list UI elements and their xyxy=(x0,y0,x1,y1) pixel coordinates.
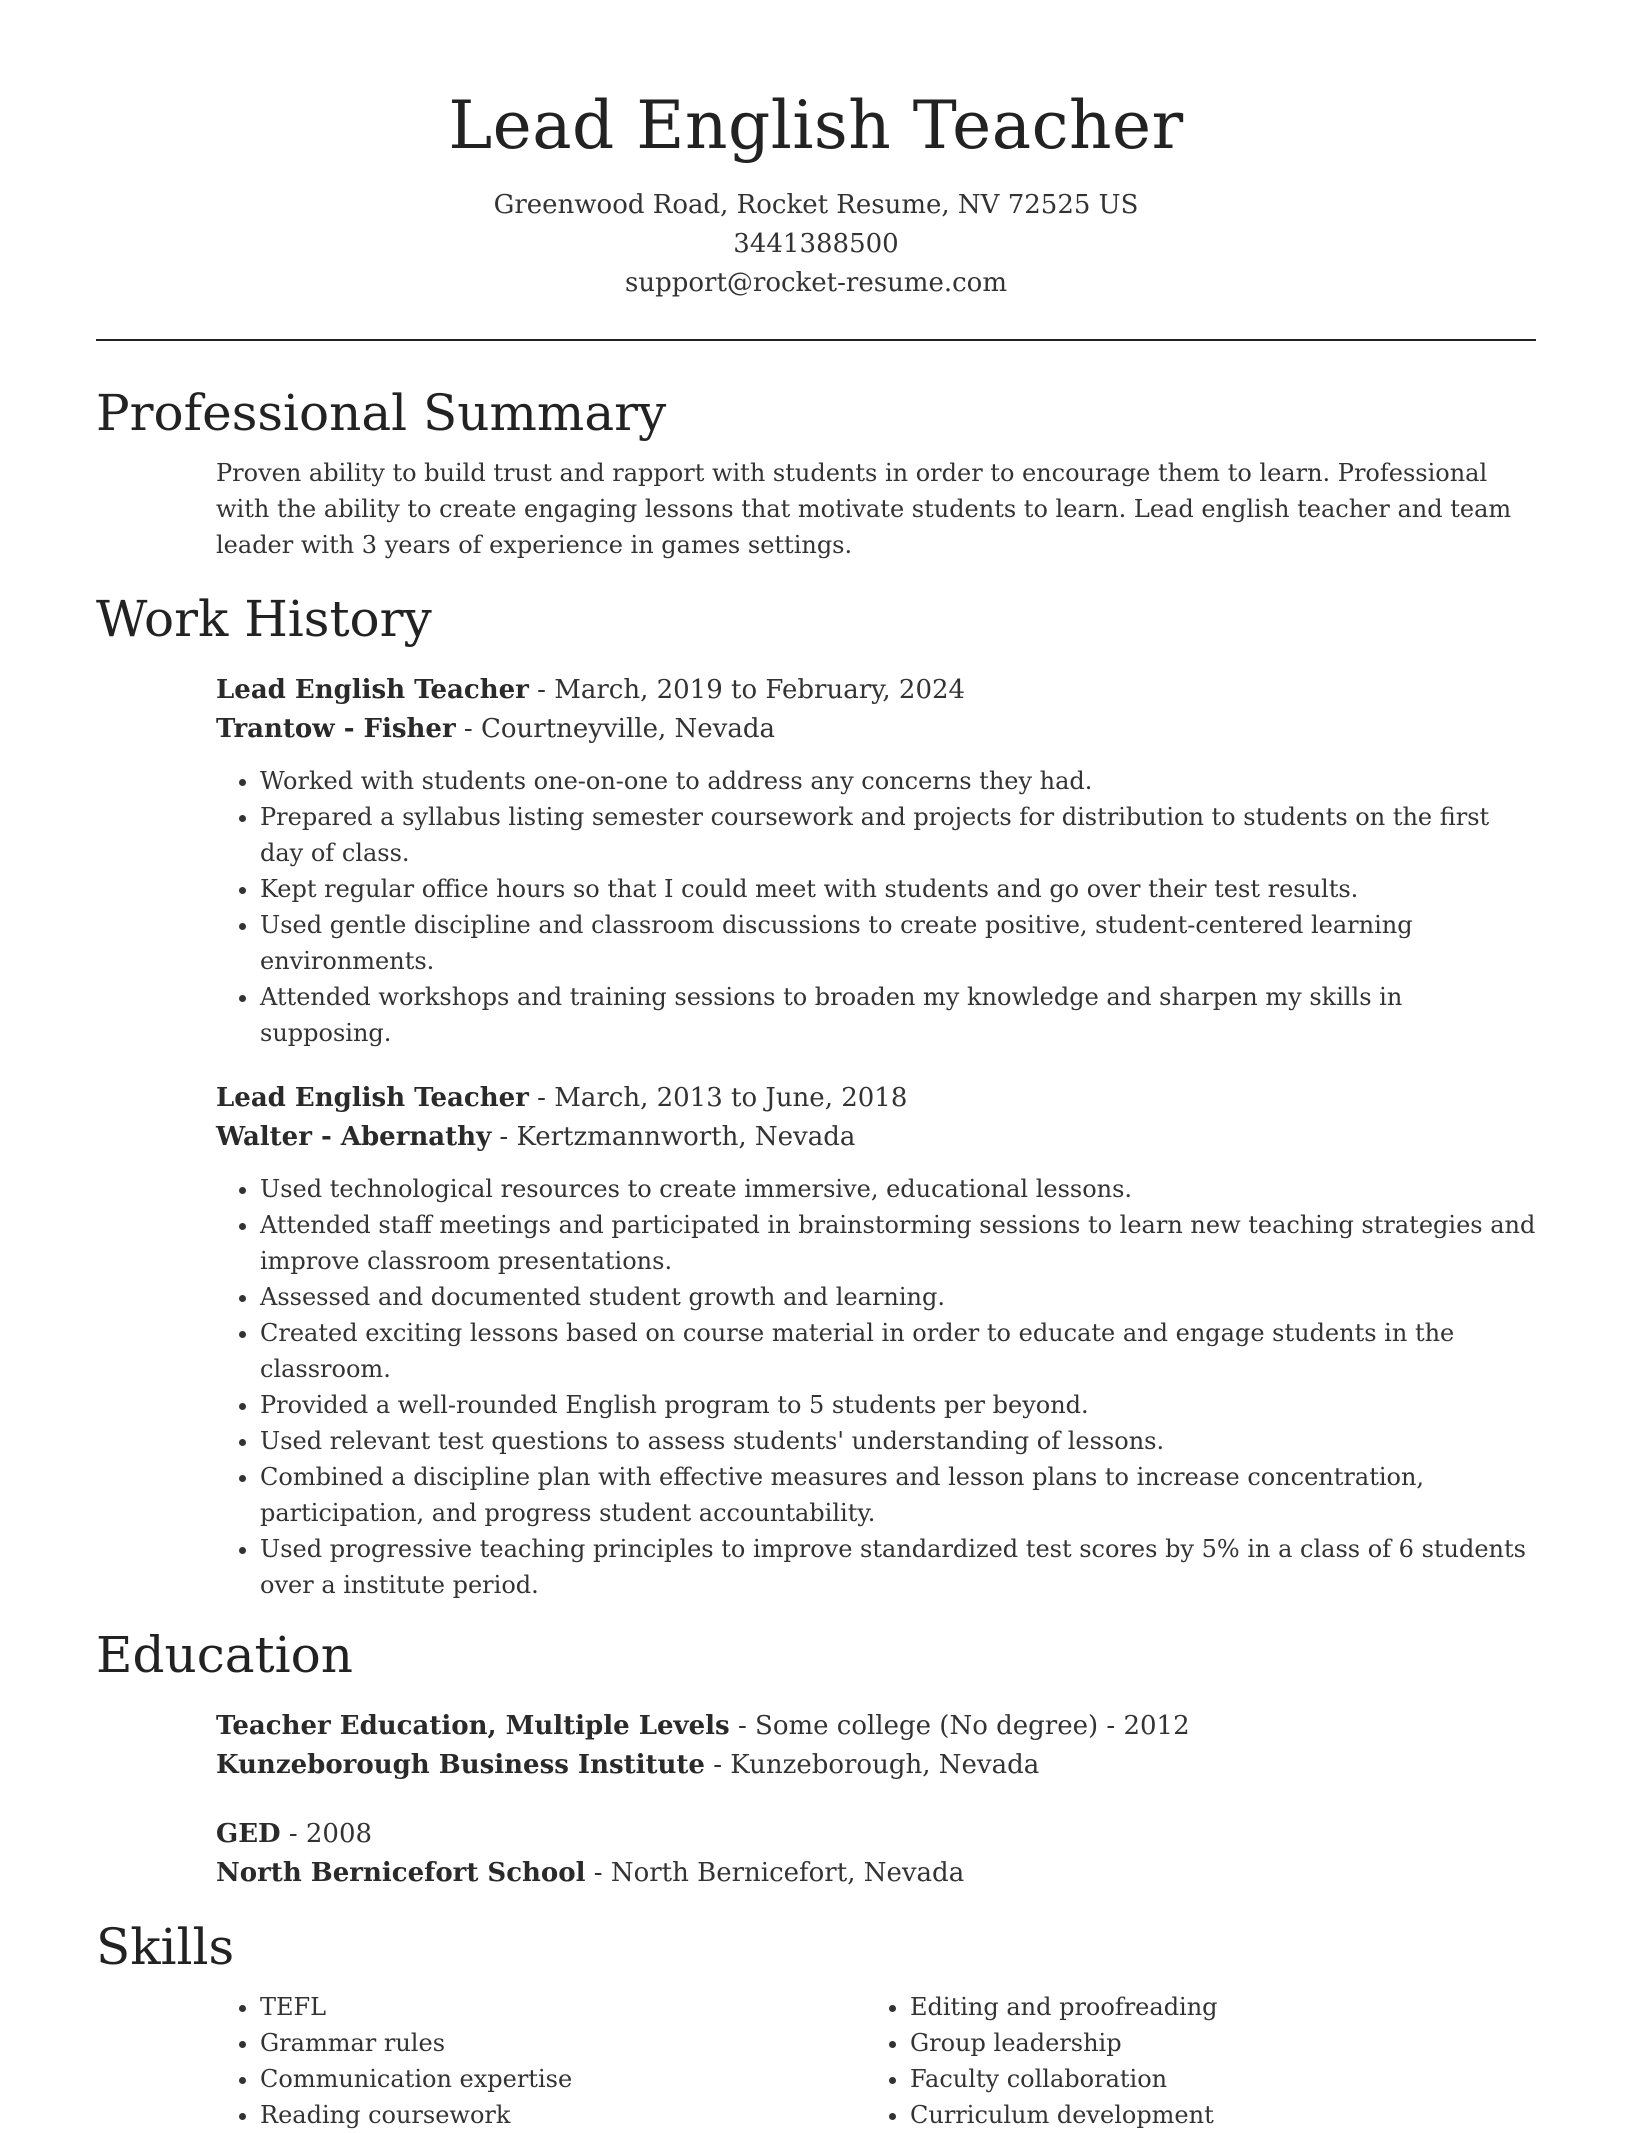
skill-item: • TEFL xyxy=(260,1989,866,2025)
list-item: • Created exciting lessons based on course material in order to educate and engage students in the classroom. xyxy=(260,1315,1536,1387)
list-item: • Used relevant test questions to assess students' understanding of lessons. xyxy=(260,1423,1536,1459)
education-degree: GED xyxy=(216,1819,281,1849)
skill-item: • Group leadership xyxy=(910,2025,1516,2061)
job-dates: - March, 2019 to February, 2024 xyxy=(528,675,966,705)
list-item: • Provided a well-rounded English program to 5 students per beyond. xyxy=(260,1387,1536,1423)
skill-item: • Editing and proofreading xyxy=(910,1989,1516,2025)
education-section xyxy=(96,1625,1536,1893)
contact-address: Greenwood Road, Rocket Resume, NV 72525 US xyxy=(493,190,1139,220)
skill-item: • Communication expertise xyxy=(260,2061,866,2097)
skill-item: • Faculty collaboration xyxy=(910,2061,1516,2097)
section-title-summary: Professional Summary xyxy=(96,384,667,442)
list-item: • Assessed and documented student growth and learning. xyxy=(260,1279,1536,1315)
list-item: • Used gentle discipline and classroom discussions to create positive, student-centered learning environments. xyxy=(260,907,1536,979)
job-dates: - March, 2013 to June, 2018 xyxy=(528,1083,908,1113)
resume-header xyxy=(96,0,1536,303)
job-employer: Trantow - Fisher xyxy=(216,714,456,744)
list-item: • Used progressive teaching principles to improve standardized test scores by 5% in a class of 6 students over a institute period. xyxy=(260,1531,1536,1603)
job-title-line xyxy=(216,671,1536,710)
job-location: - Kertzmannworth, Nevada xyxy=(491,1122,856,1152)
education-entry xyxy=(216,1815,1536,1893)
education-degree-line xyxy=(216,1815,1536,1854)
resume-page xyxy=(96,0,1536,2129)
header-divider xyxy=(96,339,1536,341)
education-detail: - 2008 xyxy=(280,1819,373,1849)
job-entry xyxy=(216,1079,1536,1603)
job-title-line xyxy=(216,1079,1536,1118)
education-school: Kunzeborough Business Institute xyxy=(216,1750,705,1780)
list-item: • Attended workshops and training sessions to broaden my knowledge and sharpen my skills in supposing. xyxy=(260,979,1536,1051)
education-school-line xyxy=(216,1746,1536,1785)
job-location: - Courtneyville, Nevada xyxy=(455,714,775,744)
list-item: • Combined a discipline plan with effective measures and lesson plans to increase concentration, participation, and progress student accountability. xyxy=(260,1459,1536,1531)
job-employer-line xyxy=(216,710,1536,749)
job-bullets xyxy=(216,763,1536,1051)
job-employer: Walter - Abernathy xyxy=(216,1122,492,1152)
skill-item: • Curriculum development xyxy=(910,2097,1516,2133)
section-title-skills: Skills xyxy=(96,1918,235,1976)
job-role: Lead English Teacher xyxy=(216,675,529,705)
job-role: Lead English Teacher xyxy=(216,1083,529,1113)
skill-item: • Reading coursework xyxy=(260,2097,866,2133)
list-item: • Prepared a syllabus listing semester coursework and projects for distribution to students on the first day of class. xyxy=(260,799,1536,871)
skill-item: • Grammar rules xyxy=(260,2025,866,2061)
skills-grid xyxy=(216,1989,1536,2133)
list-item: • Worked with students one-on-one to address any concerns they had. xyxy=(260,763,1536,799)
work-history-section xyxy=(96,589,1536,1603)
education-detail: - Some college (No degree) - 2012 xyxy=(729,1711,1190,1741)
contact-email: support@rocket-resume.com xyxy=(624,268,1007,298)
education-location: - Kunzeborough, Nevada xyxy=(704,1750,1040,1780)
resume-name: Lead English Teacher xyxy=(448,87,1184,164)
list-item: • Used technological resources to create immersive, educational lessons. xyxy=(260,1171,1536,1207)
education-degree-line xyxy=(216,1707,1536,1746)
list-item: • Kept regular office hours so that I could meet with students and go over their test results. xyxy=(260,871,1536,907)
job-entry xyxy=(216,671,1536,1051)
contact-phone: 3441388500 xyxy=(733,229,899,259)
education-school-line xyxy=(216,1854,1536,1893)
education-location: - North Bernicefort, Nevada xyxy=(585,1858,965,1888)
skills-column-left xyxy=(216,1989,866,2133)
education-entry xyxy=(216,1707,1536,1785)
contact-block xyxy=(96,186,1536,303)
section-title-work-history: Work History xyxy=(96,590,432,648)
education-school: North Bernicefort School xyxy=(216,1858,586,1888)
list-item: • Attended staff meetings and participated in brainstorming sessions to learn new teaching strategies and improve classroom presentations. xyxy=(260,1207,1536,1279)
summary-section xyxy=(96,383,1536,563)
education-degree: Teacher Education, Multiple Levels xyxy=(216,1711,730,1741)
job-bullets xyxy=(216,1171,1536,1603)
skills-column-right xyxy=(866,1989,1516,2133)
section-title-education: Education xyxy=(96,1626,353,1684)
skills-section xyxy=(96,1917,1536,2133)
job-employer-line xyxy=(216,1118,1536,1157)
summary-text: Proven ability to build trust and rapport with students in order to encourage them to learn. Professional with the ability to create engaging lessons that motivate students to learn. Lead english teacher and team leader with 3 years of experience in games settings. xyxy=(216,459,1512,559)
